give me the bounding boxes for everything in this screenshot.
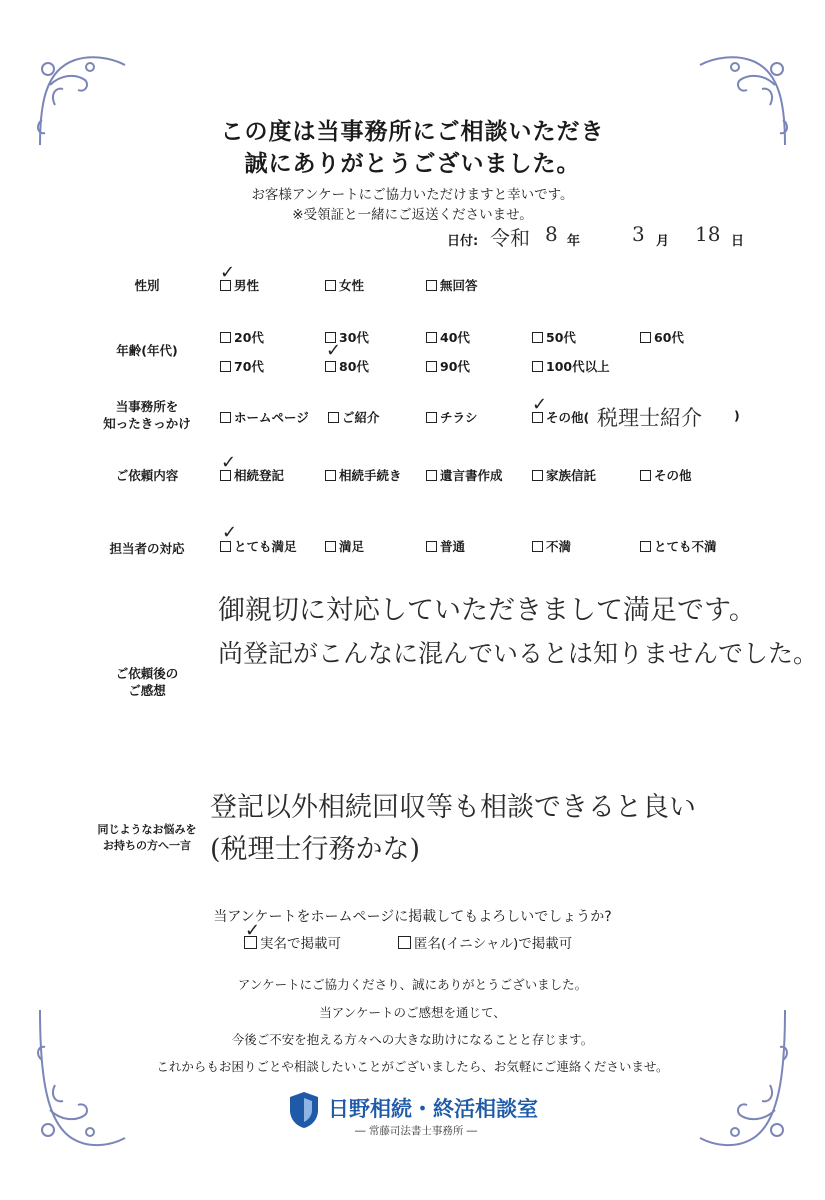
- check-mark-icon: ✓: [222, 522, 238, 543]
- title-line1: この度は当事務所にご相談いただき: [220, 119, 605, 145]
- gender-option-none[interactable]: 無回答: [426, 276, 478, 294]
- closing-line1: アンケートにご協力くださり、誠にありがとうございました。: [237, 977, 588, 992]
- age-option-50[interactable]: 50代: [532, 328, 576, 346]
- checkbox[interactable]: [328, 412, 339, 423]
- checkbox[interactable]: [220, 332, 231, 343]
- checkbox[interactable]: [532, 541, 543, 552]
- checkbox[interactable]: [398, 936, 411, 949]
- corner-ornament-bottom-left: [30, 1000, 140, 1160]
- checkbox[interactable]: [220, 361, 231, 372]
- source-other-text: 税理士紹介: [597, 406, 702, 430]
- checkbox[interactable]: [532, 470, 543, 481]
- publish-option-anonymous[interactable]: 匿名(イニシャル)で掲載可: [398, 932, 572, 952]
- advice-line2: (税理士行務かな): [210, 834, 421, 865]
- age-option-90[interactable]: 90代: [426, 357, 470, 375]
- staff-option-satisfied[interactable]: 満足: [325, 537, 364, 555]
- staff-option-normal[interactable]: 普通: [426, 537, 465, 555]
- request-option-inheritance-registration[interactable]: 相続登記: [220, 466, 284, 484]
- checkbox[interactable]: [325, 280, 336, 291]
- age-option-40[interactable]: 40代: [426, 328, 470, 346]
- age-option-80[interactable]: 80代: [325, 357, 369, 375]
- source-option-homepage[interactable]: ホームページ: [220, 408, 309, 426]
- checkbox[interactable]: [220, 412, 231, 423]
- source-option-flyer[interactable]: チラシ: [426, 408, 478, 426]
- date-year-unit: 年: [567, 234, 581, 249]
- request-option-will[interactable]: 遺言書作成: [426, 466, 503, 484]
- source-option-referral[interactable]: ご紹介: [328, 408, 380, 426]
- staff-option-dissatisfied[interactable]: 不満: [532, 537, 571, 555]
- checkbox[interactable]: [325, 470, 336, 481]
- impression-label: ご依頼後の ご感想: [115, 666, 179, 698]
- closing-line3: 今後ご不安を抱える方々への大きな助けになることと存じます。: [231, 1032, 594, 1047]
- check-mark-icon: ✓: [326, 340, 342, 361]
- date-year: 8: [545, 222, 558, 246]
- advice-label: 同じようなお悩みを お持ちの方へ一言: [97, 823, 197, 852]
- gender-label: 性別: [134, 278, 160, 293]
- checkbox[interactable]: [426, 361, 437, 372]
- checkbox[interactable]: [640, 470, 651, 481]
- check-mark-icon: ✓: [532, 394, 548, 415]
- source-label: 当事務所を 知ったきっかけ: [103, 399, 191, 431]
- corner-ornament-bottom-right: [685, 1000, 795, 1160]
- staff-label: 担当者の対応: [109, 541, 185, 556]
- date-day: 18: [695, 222, 721, 246]
- gender-option-female[interactable]: 女性: [325, 276, 364, 294]
- checkbox[interactable]: [426, 470, 437, 481]
- subtitle-line2: ※受領証と一緒にご返送くださいませ。: [292, 207, 533, 223]
- request-option-family-trust[interactable]: 家族信託: [532, 466, 596, 484]
- subtitle-line1: お客様アンケートにご協力いただけますと幸いです。: [251, 187, 574, 203]
- impression-line1: 御親切に対応していただきまして満足です。: [218, 595, 756, 626]
- footer-office-sub: ― 常藤司法書士事務所 ―: [355, 1125, 478, 1137]
- checkbox[interactable]: [640, 541, 651, 552]
- checkbox[interactable]: [325, 541, 336, 552]
- source-other-close-paren: ): [734, 408, 740, 423]
- age-option-20[interactable]: 20代: [220, 328, 264, 346]
- date-month-unit: 月: [656, 234, 670, 249]
- checkbox[interactable]: [532, 332, 543, 343]
- request-option-other[interactable]: その他: [640, 466, 692, 484]
- impression-line2: 尚登記がこんなに混んでいるとは知りませんでした。: [218, 639, 819, 668]
- checkbox[interactable]: [426, 280, 437, 291]
- date-label: 日付:: [447, 234, 479, 249]
- date-era: 令和: [490, 226, 530, 250]
- check-mark-icon: ✓: [221, 452, 237, 473]
- date-day-unit: 日: [731, 234, 745, 249]
- date-month: 3: [632, 222, 645, 246]
- checkbox[interactable]: [426, 412, 437, 423]
- checkbox[interactable]: [640, 332, 651, 343]
- publish-option-real-name[interactable]: 実名で掲載可: [244, 932, 341, 952]
- check-mark-icon: ✓: [220, 262, 236, 283]
- gender-option-male[interactable]: 男性: [220, 276, 259, 294]
- closing-line4: これからもお困りごとや相談したいことがございましたら、お気軽にご連絡くださいませ。: [156, 1059, 669, 1074]
- closing-line2: 当アンケートのご感想を通じて、: [319, 1005, 506, 1020]
- check-mark-icon: ✓: [245, 920, 261, 941]
- publish-question: 当アンケートをホームページに掲載してもよろしいでしょうか?: [213, 909, 612, 925]
- footer-office-name: 日野相続・終活相談室: [328, 1097, 538, 1121]
- shield-icon: [287, 1090, 321, 1130]
- checkbox[interactable]: [426, 332, 437, 343]
- request-label: ご依頼内容: [115, 468, 179, 483]
- checkbox[interactable]: [532, 361, 543, 372]
- staff-option-very-dissatisfied[interactable]: とても不満: [640, 537, 717, 555]
- staff-option-very-satisfied[interactable]: とても満足: [220, 537, 297, 555]
- age-option-70[interactable]: 70代: [220, 357, 264, 375]
- source-option-other[interactable]: その他(: [532, 408, 589, 426]
- advice-line1: 登記以外相続回収等も相談できると良い: [210, 792, 696, 823]
- title-line2: 誠にありがとうございました。: [244, 151, 581, 177]
- checkbox[interactable]: [426, 541, 437, 552]
- age-option-100[interactable]: 100代以上: [532, 357, 610, 375]
- age-label: 年齢(年代): [116, 343, 178, 358]
- age-option-30[interactable]: 30代: [325, 328, 369, 346]
- request-option-inheritance-procedure[interactable]: 相続手続き: [325, 466, 402, 484]
- checkbox[interactable]: [325, 361, 336, 372]
- age-option-60[interactable]: 60代: [640, 328, 684, 346]
